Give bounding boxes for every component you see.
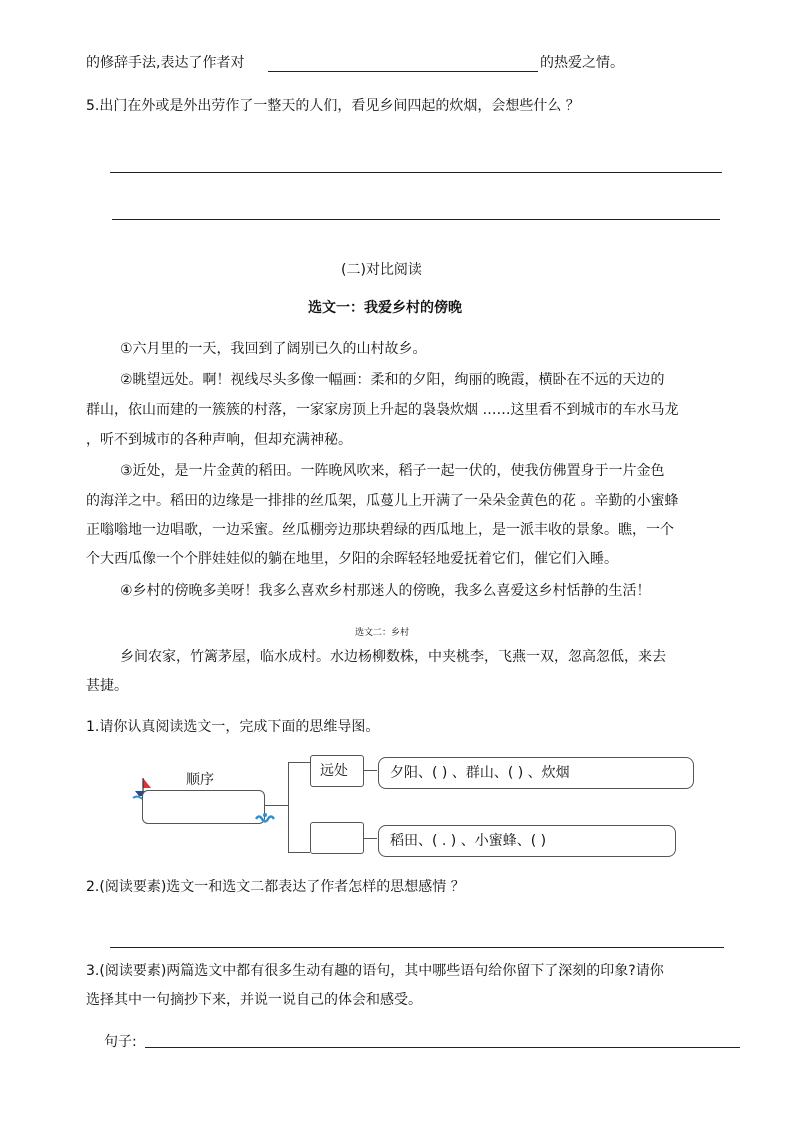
passage1-para2-line1: ②眺望远处。啊！视线尽头多像一幅画：柔和的夕阳，绚丽的晚霞，横卧在不远的天边的 xyxy=(120,372,665,388)
passage2-title: 选文二：乡村 xyxy=(355,628,410,638)
question-3-line1: 3.(阅读要素)两篇选文中都有很多生动有趣的语句，其中哪些语句给你留下了深刻的印象?请你 xyxy=(86,963,664,979)
connector-top xyxy=(288,762,310,763)
passage1-para2-line2: 群山，依山而建的一簇簇的村落，一家家房顶上升起的袅袅炊烟 ……这里看不到城市的车水马龙 xyxy=(86,402,679,418)
connector-vertical xyxy=(288,762,289,852)
passage1-para3-line3: 正嗡嗡地一边唱歌，一边采蜜。丝瓜棚旁边那块碧绿的西瓜地上，是一派丰收的景象。瞧，一个 xyxy=(86,522,674,538)
branch1-link xyxy=(363,770,377,771)
passage1-para3-line2: 的海洋之中。稻田的边缘是一排排的丝瓜架，瓜蔓儿上开满了一朵朵金黄色的花 。辛勤的小蜜蜂 xyxy=(86,493,679,509)
question-2: 2.(阅读要素)选文一和选文二都表达了作者怎样的思想感情 ？ xyxy=(86,879,465,895)
question-3-line2: 选择其中一句摘抄下来，并说一说自己的体会和感受。 xyxy=(86,992,422,1008)
question-1: 1.请你认真阅读选文一，完成下面的思维导图。 xyxy=(86,719,380,735)
fill-line-suffix: 的热爱之情。 xyxy=(540,55,624,71)
root-box xyxy=(142,790,265,824)
passage1-para1: ①六月里的一天，我回到了阔别已久的山村故乡。 xyxy=(120,341,427,357)
passage1-title: 选文一：我爱乡村的傍晚 xyxy=(308,300,462,316)
branch1-content[interactable]: 夕阳、( ) 、群山、( ) 、炊烟 xyxy=(390,765,570,781)
branch2-link xyxy=(363,838,377,839)
sentence-label: 句子: xyxy=(104,1034,137,1050)
passage2-line1: 乡间农家，竹篱茅屋，临水成村。水边杨柳数株，中夹桃李，飞燕一双，忽高忽低，来去 xyxy=(120,649,666,665)
answer-line-q5-2[interactable] xyxy=(112,219,720,220)
connector-stem xyxy=(264,805,288,806)
passage1-para3-line4: 个大西瓜像一个个胖娃娃似的躺在地里，夕阳的余晖轻轻地爱抚着它们，催它们入睡。 xyxy=(86,551,618,567)
fill-line-prefix: 的修辞手法,表达了作者对 xyxy=(86,55,245,71)
wave-icon xyxy=(255,810,275,824)
root-label: 顺序 xyxy=(186,772,214,788)
passage1-para4: ④乡村的傍晚多美呀！我多么喜欢乡村那迷人的傍晚，我多么喜爱这乡村恬静的生活！ xyxy=(120,583,651,599)
passage1-para2-line3: ，听不到城市的各种声响，但却充满神秘。 xyxy=(86,432,352,448)
branch2-content[interactable]: 稻田、( . ) 、小蜜蜂、( ) xyxy=(390,833,547,849)
passage1-para3-line1: ③近处，是一片金黄的稻田。一阵晚风吹来，稻子一起一伏的，使我仿佛置身于一片金色 xyxy=(120,463,665,479)
passage2-line2: 甚捷。 xyxy=(86,678,128,694)
question-5: 5.出门在外或是外出劳作了一整天的人们，看见乡间四起的炊烟，会想些什么 ？ xyxy=(86,98,580,114)
answer-line-q5-1[interactable] xyxy=(110,172,722,173)
section-heading: (二)对比阅读 xyxy=(341,262,422,278)
answer-blank-1[interactable] xyxy=(268,71,538,72)
answer-line-q2[interactable] xyxy=(110,947,724,948)
branch1-label: 远处 xyxy=(320,763,348,779)
connector-bottom xyxy=(288,852,310,853)
branch2-label-box[interactable] xyxy=(310,822,364,854)
sentence-answer-line[interactable] xyxy=(145,1047,740,1048)
